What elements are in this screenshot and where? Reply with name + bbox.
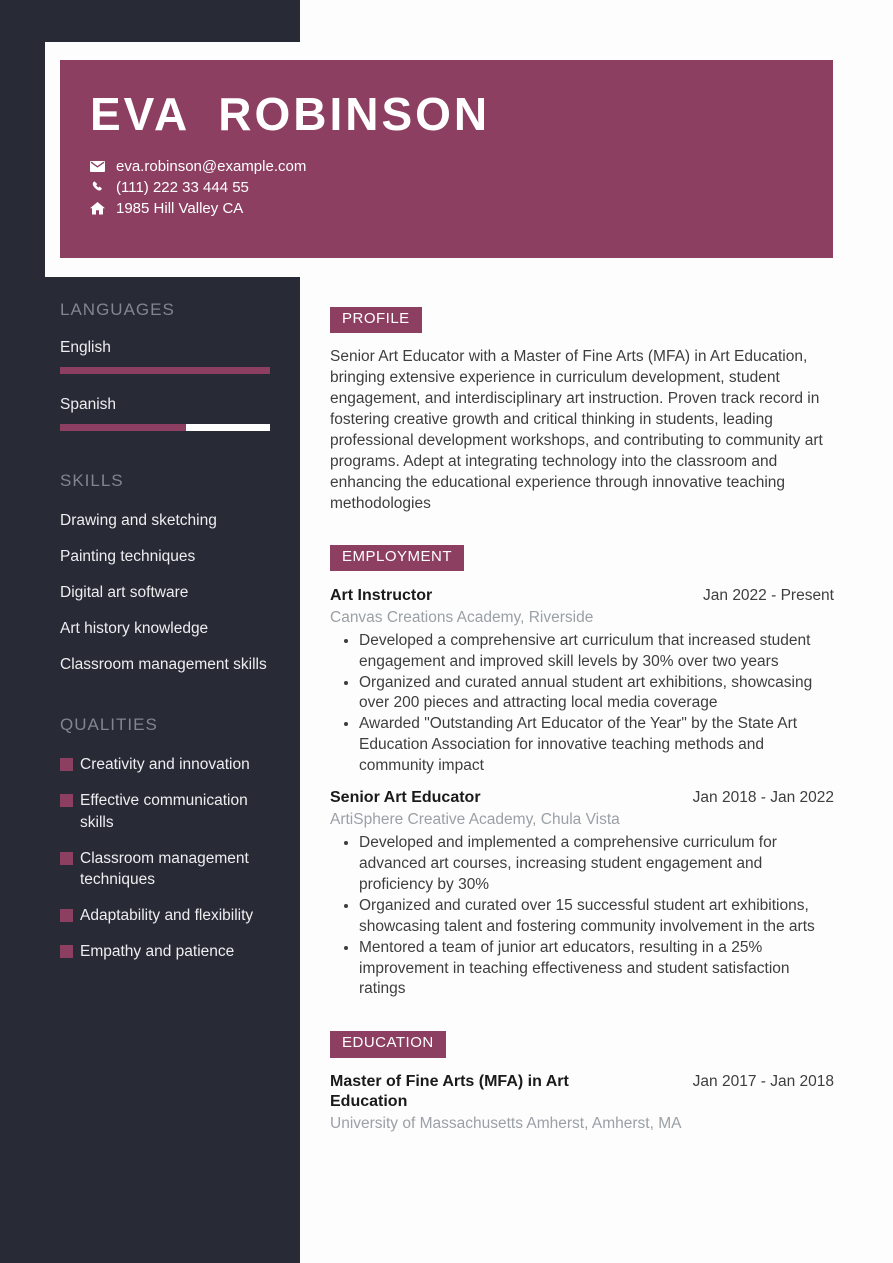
job-entry (330, 585, 834, 777)
job-entry (330, 787, 834, 1000)
language-level-fill (60, 424, 186, 431)
profile-text: Senior Art Educator with a Master of Fine Arts (MFA) in Art Education, bringing extensive experience in curriculum development, student engagement, and interdisciplinary art instruction. Proven track record in fostering creative growth and critical thinking in students, leading professional development workshops, and contributing to community art programs. Adept at integrating technology into the classroom and enhancing the educational experience through innovative teaching methodologies (330, 348, 823, 512)
employment-section (330, 545, 834, 1001)
square-bullet-icon (60, 909, 73, 922)
square-bullet-icon (60, 758, 73, 771)
profile-section (330, 307, 834, 515)
education-header-row (330, 1072, 834, 1114)
languages-title: LANGUAGES (60, 300, 175, 319)
contact-text: eva.robinson@example.com (116, 157, 307, 175)
employment-heading: EMPLOYMENT (330, 545, 464, 571)
quality-item (60, 790, 272, 832)
job-bullet: • Developed a comprehensive art curriculum that increased student engagement and improved skill levels by 30% over two years (359, 631, 834, 673)
job-company: Canvas Creations Academy, Riverside (330, 608, 594, 626)
education-section (330, 1031, 834, 1135)
language-item (60, 339, 272, 374)
phone-row (90, 177, 833, 198)
job-company: ArtiSphere Creative Academy, Chula Vista (330, 811, 620, 829)
language-level-fill (60, 367, 270, 374)
skill-item: Drawing and sketching (60, 512, 217, 529)
job-bullet: • Developed and implemented a comprehensive curriculum for advanced art courses, increasing student engagement and proficiency by 30% (359, 833, 834, 896)
contact-text: 1985 Hill Valley CA (116, 199, 244, 217)
email-icon (90, 161, 105, 172)
education-dates: Jan 2017 - Jan 2018 (692, 1072, 834, 1090)
skill-item: Painting techniques (60, 548, 196, 566)
contact-text: (111) 222 33 444 55 (116, 178, 249, 196)
degree-title: Master of Fine Arts (MFA) in Art Education (330, 1072, 569, 1111)
quality-text: Creativity and innovation (80, 756, 250, 774)
qualities-list (60, 754, 272, 962)
job-bullets (330, 631, 834, 777)
job-dates: Jan 2018 - Jan 2022 (692, 789, 834, 807)
job-bullets (330, 833, 834, 1000)
sidebar-content (60, 300, 272, 1002)
job-bullet: • Organized and curated over 15 successful student art exhibitions, showcasing talent and fostering community involvement in the arts (359, 896, 834, 938)
qualities-title: QUALITIES (60, 715, 158, 735)
job-header-row (330, 585, 834, 607)
jobs-list (330, 585, 834, 1001)
skill-item: Classroom management skills (60, 656, 267, 674)
education-school: University of Massachusetts Amherst, Amherst, MA (330, 1115, 682, 1133)
contact-list (90, 156, 833, 219)
quality-text: Effective communication skills (80, 792, 248, 831)
languages-section (60, 300, 272, 431)
education-heading: EDUCATION (330, 1031, 446, 1057)
skill-item: Digital art software (60, 584, 189, 602)
job-title: Senior Art Educator (330, 789, 481, 807)
square-bullet-icon (60, 852, 73, 865)
home-icon (90, 202, 105, 215)
quality-text: Classroom management techniques (80, 849, 249, 888)
language-name: Spanish (60, 396, 117, 413)
skills-section (60, 471, 272, 675)
quality-item (60, 754, 272, 775)
header (60, 60, 833, 258)
quality-item (60, 848, 272, 890)
main-content (330, 307, 834, 1145)
language-level-bar (60, 367, 270, 374)
quality-text: Adaptability and flexibility (80, 906, 254, 924)
skills-title: SKILLS (60, 471, 124, 490)
language-name: English (60, 339, 111, 356)
language-level-bar (60, 424, 270, 431)
quality-text: Empathy and patience (80, 942, 235, 960)
email-row (90, 156, 833, 177)
quality-item (60, 905, 272, 926)
square-bullet-icon (60, 794, 73, 807)
quality-item (60, 941, 272, 962)
skill-item: Art history knowledge (60, 620, 209, 638)
languages-list (60, 339, 272, 431)
qualities-section (60, 715, 272, 962)
education-entry (330, 1072, 834, 1136)
job-bullet: • Organized and curated annual student art exhibitions, showcasing over 200 pieces and attracting local media coverage (359, 673, 834, 715)
header-band (45, 42, 893, 277)
job-title: Art Instructor (330, 586, 433, 604)
phone-icon (90, 181, 105, 194)
job-bullet: • Awarded "Outstanding Art Educator of the Year" by the State Art Education Association for innovative teaching methods and community impact (359, 714, 834, 777)
language-item (60, 396, 272, 431)
square-bullet-icon (60, 945, 73, 958)
education-list (330, 1072, 834, 1136)
profile-heading: PROFILE (330, 307, 422, 333)
job-dates: Jan 2022 - Present (703, 586, 834, 604)
job-header-row (330, 787, 834, 809)
job-bullet: • Mentored a team of junior art educators, resulting in a 25% improvement in teaching effectiveness and student satisfaction ratings (359, 938, 834, 1001)
home-row (90, 198, 833, 219)
skills-list (60, 510, 272, 675)
candidate-name: EVA ROBINSON (90, 88, 491, 140)
